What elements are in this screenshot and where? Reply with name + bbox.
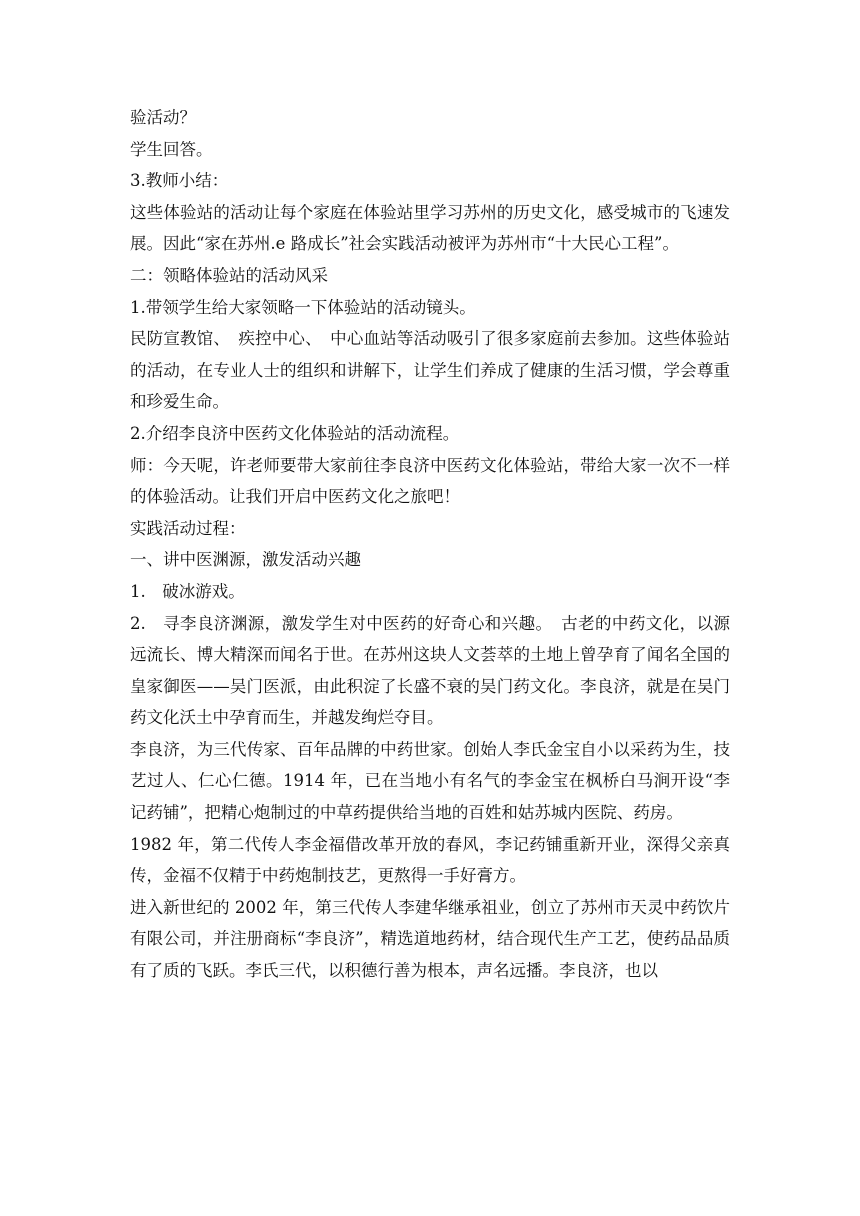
heading-part-one: 一、讲中医渊源，激发活动兴趣 [130, 550, 361, 570]
list-item-icebreaker: 1. 破冰游戏。 [130, 581, 245, 601]
heading-item-two: 2.介绍李良济中医药文化体验站的活动流程。 [130, 423, 460, 443]
paragraph-summary: 这些体验站的活动让每个家庭在体验站里学习苏州的历史文化，感受城市的飞速发展。因此“家在苏州.e 路成长”社会实践活动被评为苏州市“十大民心工程”。 [130, 202, 730, 254]
paragraph-stations: 民防宣教馆、 疾控中心、 中心血站等活动吸引了很多家庭前去参加。这些体验站的活动，在专业人士的组织和讲解下，让学生们养成了健康的生活习惯，学会尊重和珍爱生命。 [130, 329, 730, 412]
paragraph-history-2002: 进入新世纪的 2002 年，第三代传人李建华继承祖业，创立了苏州市天灵中药饮片有限公司，并注册商标“李良济”，精选道地药材，结合现代生产工艺，使药品品质有了质的飞跃。李氏三代，以积德行善为根本，声名远播。李良济，也以 [130, 897, 730, 981]
heading-teacher-summary: 3.教师小结： [130, 171, 229, 191]
list-item-origin: 2. 寻李良济渊源，激发学生对中医药的好奇心和兴趣。 古老的中药文化，以源远流长、博大精深而闻名于世。在苏州这块人文荟萃的土地上曾孕育了闻名全国的皇家御医——吴门医派，由此积淀了长盛不衰的吴门药文化。李良济，就是在吴门药文化沃土中孕育而生，并越发绚烂夺目。 [130, 613, 730, 728]
heading-section-two: 二：领略体验站的活动风采 [130, 265, 328, 285]
paragraph-student-answer: 学生回答。 [130, 139, 213, 159]
heading-item-one: 1.带领学生给大家领略一下体验站的活动镜头。 [130, 297, 476, 317]
paragraph-teacher-intro: 师：今天呢，许老师要带大家前往李良济中医药文化体验站，带给大家一次不一样的体验活动。让我们开启中医药文化之旅吧！ [130, 455, 730, 507]
paragraph-history-founding: 李良济，为三代传家、百年品牌的中药世家。创始人李氏金宝自小以采药为生，技艺过人、仁心仁德。1914 年，已在当地小有名气的李金宝在枫桥白马涧开设“李记药铺”，把精心炮制过的中草药提供给当地的百姓和姑苏城内医院、药房。 [130, 739, 730, 823]
heading-practice-process: 实践活动过程： [130, 518, 246, 538]
document-body [130, 102, 730, 987]
paragraph-continuation: 验活动？ [130, 108, 196, 127]
paragraph-history-1982: 1982 年，第二代传人李金福借改革开放的春风，李记药铺重新开业，深得父亲真传，金福不仅精于中药炮制技艺，更熬得一手好膏方。 [130, 834, 730, 886]
